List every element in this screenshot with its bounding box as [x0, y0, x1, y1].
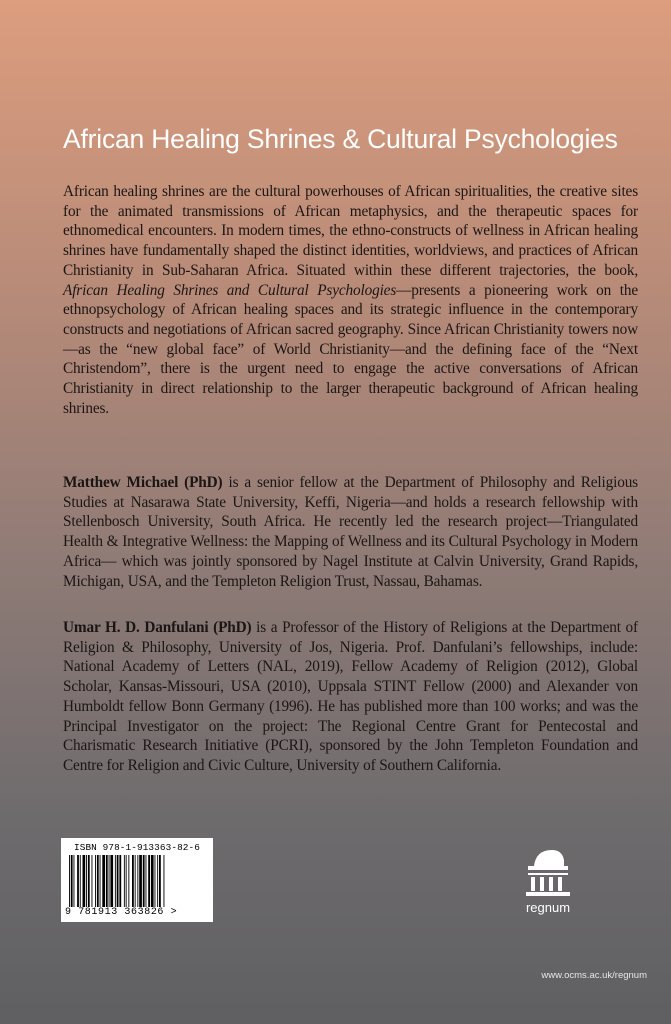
- isbn-barcode: [61, 838, 213, 922]
- author-bio-2: [63, 618, 638, 776]
- book-title: African Healing Shrines & Cultural Psychologies: [63, 124, 618, 154]
- description-part-1: African healing shrines are the cultural powerhouses of African spiritualities, the creative sites for the animated transmissions of African metaphysics, and the therapeutic spaces for ethnomedical encounters. In modern times, the ethno-constructs of wellness in African healing shrines have fundamentally shaped the distinct identities, worldviews, and practices of African Christianity in Sub-Saharan Africa. Situated within these different trajectories, the book,: [63, 183, 638, 279]
- publisher-name: regnum: [525, 900, 571, 915]
- isbn-label: ISBN 978-1-913363-82-6: [74, 842, 200, 853]
- author-name-1: Matthew Michael (PhD): [63, 474, 223, 491]
- description-part-2: —presents a pioneering work on the ethnopsychology of African healing spaces and its strategic influence in the contemporary constructs and negotiations of African sacred geography. Since African Christianity towers now—as the “new global face” of World Christianity—and the defining face of the “Next Christendom”, there is the urgent need to engage the active conversations of African Christianity in direct relationship to the larger therapeutic background of African healing shrines.: [63, 281, 638, 417]
- description-book-title: African Healing Shrines and Cultural Psychologies: [63, 281, 397, 299]
- book-description: [63, 182, 638, 418]
- author-name-2: Umar H. D. Danfulani (PhD): [63, 619, 252, 636]
- author-bio-text-2: is a Professor of the History of Religions at the Department of Religion & Philosophy, University of Jos, Nigeria. Prof. Danfulani’s fellowships, include: National Academy of Letters (NAL, 2019), Fellow Academy of Religion (2012), Global Scholar, Kansas-Missouri, USA (2010), Uppsala STINT Fellow (2000) and Alexander von Humboldt fellow Bonn Germany (1996). He has published more than 100 works; and was the Principal Investigator on the project: The Regional Centre Grant for Pentecostal and Charismatic Research Initiative (PCRI), sponsored by the John Templeton Foundation and Centre for Religion and Civic Culture, University of Southern California.: [63, 619, 638, 774]
- author-bio-text-1: is a senior fellow at the Department of Philosophy and Religious Studies at Nasarawa State University, Keffi, Nigeria—and holds a research fellowship with Stellenbosch University, South Africa. He recently led the research project—Triangulated Health & Integrative Wellness: the Mapping of Wellness and its Cultural Psychology in Modern Africa— which was jointly sponsored by Nagel Institute at Calvin University, Grand Rapids, Michigan, USA, and the Templeton Religion Trust, Nassau, Bahamas.: [63, 474, 638, 590]
- author-bio-1: [63, 473, 638, 591]
- barcode-number: 9 781913 363826 >: [65, 907, 178, 918]
- publisher-url[interactable]: www.ocms.ac.uk/regnum: [541, 970, 647, 981]
- barcode-bars: [65, 855, 209, 907]
